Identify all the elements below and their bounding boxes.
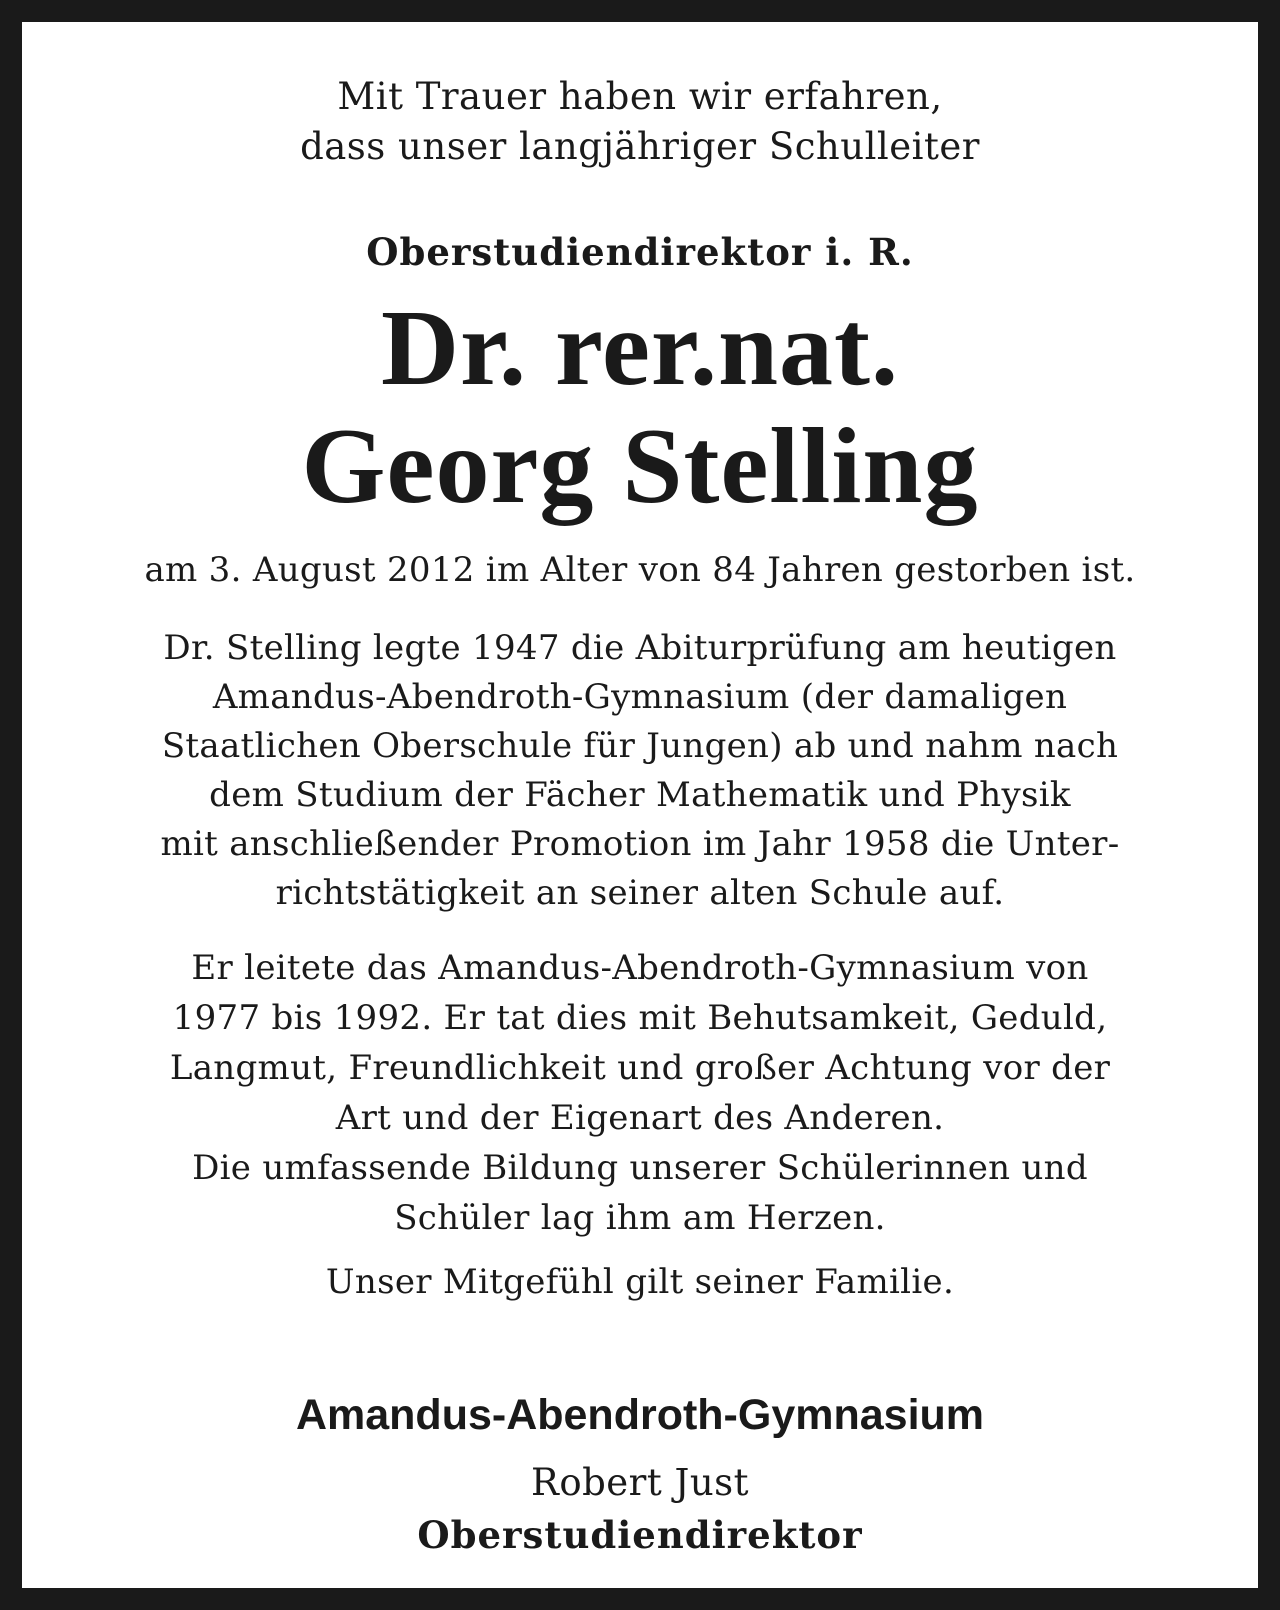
name-line: Georg Stelling	[301, 407, 979, 526]
paragraph-line: dem Studium der Fächer Mathematik und Physik	[209, 775, 1071, 815]
paragraph-line: richtstätigkeit an seiner alten Schule auf.	[275, 873, 1005, 913]
paragraph-line: Schüler lag ihm am Herzen.	[394, 1198, 886, 1238]
death-date-line: am 3. August 2012 im Alter von 84 Jahren gestorben ist.	[144, 550, 1136, 590]
name-line: Dr. rer.nat.	[381, 289, 899, 408]
intro-line: Mit Trauer haben wir erfahren,	[337, 75, 943, 118]
paragraph-line: Dr. Stelling legte 1947 die Abiturprüfung am heutigen	[163, 628, 1117, 668]
tenure-paragraph	[22, 943, 1258, 1243]
sympathy-line: Unser Mitgefühl gilt seiner Familie.	[325, 1262, 955, 1302]
paragraph-line: Langmut, Freundlichkeit und großer Achtung vor der	[169, 1048, 1111, 1088]
intro-line: dass unser langjähriger Schulleiter	[300, 125, 980, 168]
academic-title: Oberstudiendirektor i. R.	[366, 230, 914, 274]
paragraph-line: Amandus-Abendroth-Gymnasium (der damaligen	[212, 677, 1068, 717]
school-name: Amandus-Abendroth-Gymnasium	[295, 1391, 985, 1439]
paragraph-line: mit anschließender Promotion im Jahr 1958 die Unter-	[160, 824, 1120, 864]
signer-name: Robert Just	[530, 1461, 750, 1504]
paragraph-line: Art und der Eigenart des Anderen.	[335, 1098, 945, 1138]
paragraph-line: Er leitete das Amandus-Abendroth-Gymnasium von	[191, 948, 1089, 988]
paragraph-line: Staatlichen Oberschule für Jungen) ab und nahm nach	[161, 726, 1119, 766]
signer-title: Oberstudiendirektor	[417, 1513, 863, 1557]
deceased-name	[22, 290, 1258, 526]
paragraph-line: Die umfassende Bildung unserer Schülerinnen und	[192, 1148, 1088, 1188]
paragraph-line: 1977 bis 1992. Er tat dies mit Behutsamkeit, Geduld,	[172, 998, 1108, 1038]
intro-text	[22, 72, 1258, 172]
biography-paragraph	[22, 624, 1258, 918]
